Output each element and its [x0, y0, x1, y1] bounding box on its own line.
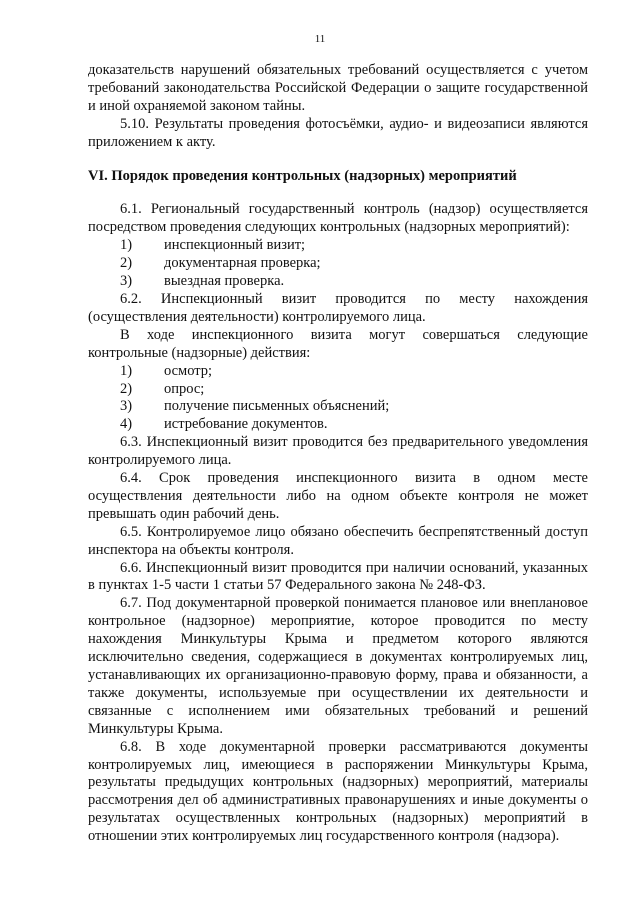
paragraph: 6.2. Инспекционный визит проводится по месту нахождения (осуществления деятельности) контролируемого лица. — [88, 290, 588, 325]
document-body — [88, 62, 588, 846]
list-item-number: 2) — [120, 380, 133, 397]
list-item-text: осмотр; — [164, 362, 213, 379]
paragraph: 6.1. Региональный государственный контроль (надзор) осуществляется посредством проведения следующих контрольных (надзорных мероприятий): — [88, 201, 588, 236]
list-item — [88, 273, 588, 291]
list-item — [88, 398, 588, 416]
list-item-number: 1) — [120, 237, 133, 254]
list-item — [88, 381, 588, 399]
paragraph: 6.6. Инспекционный визит проводится при наличии оснований, указанных в пунктах 1-5 части 1 статьи 57 Федерального закона № 248-ФЗ. — [88, 559, 588, 594]
paragraph: В ходе инспекционного визита могут совершаться следующие контрольные (надзорные) действия: — [88, 326, 588, 361]
list-item-text: получение письменных объяснений; — [164, 398, 390, 415]
list-item-text: инспекционный визит; — [164, 237, 306, 254]
list-item-text: опрос; — [164, 380, 205, 397]
list-item-text: выездная проверка. — [164, 273, 285, 290]
list-item — [88, 237, 588, 255]
list-item-text: документарная проверка; — [164, 255, 321, 272]
list-item-number: 3) — [120, 273, 133, 290]
list-item — [88, 363, 588, 381]
section-heading: VI. Порядок проведения контрольных (надзорных) мероприятий — [88, 167, 517, 184]
list-item-number: 2) — [120, 255, 133, 272]
paragraph: 5.10. Результаты проведения фотосъёмки, аудио- и видеозаписи являются приложением к акту. — [88, 115, 588, 150]
paragraph: 6.4. Срок проведения инспекционного визита в одном месте осуществления деятельности либо на одном объекте контроля не может превышать один рабочий день. — [88, 470, 588, 522]
paragraph: 6.5. Контролируемое лицо обязано обеспечить беспрепятственный доступ инспектора на объекты контроля. — [88, 523, 588, 558]
paragraph: 6.7. Под документарной проверкой понимается плановое или внеплановое контрольное (надзорное) мероприятие, которое проводится по месту нахождения Минкультуры Крыма и предметом которого являются исключительно сведения, содержащиеся в документах контролируемых лиц, устанавливающих их организационно-правовую форму, права и обязанности, а также документы, используемые при осуществлении их деятельности и связанные с исполнением ими обязательных требований и решений Минкультуры Крыма. — [88, 595, 588, 737]
list-item — [88, 416, 588, 434]
list-item-number: 3) — [120, 398, 133, 415]
list-item-number: 1) — [120, 362, 133, 379]
paragraph: 6.8. В ходе документарной проверки рассматриваются документы контролируемых лиц, имеющиеся в распоряжении Минкультуры Крыма, результаты предыдущих контрольных (надзорных) мероприятий, материалы рассмотрения дел об административных правонарушениях и иные документы о результатах осуществленных контрольных (надзорных) мероприятий в отношении этих контролируемых лиц государственного контроля (надзора). — [88, 738, 588, 845]
paragraph: доказательств нарушений обязательных требований осуществляется с учетом требований законодательства Российской Федерации о защите государственной и иной охраняемой законом тайны. — [88, 62, 588, 114]
list-item-text: истребование документов. — [164, 416, 328, 433]
list-item — [88, 255, 588, 273]
list-item-number: 4) — [120, 416, 133, 433]
page-number: 11 — [314, 33, 326, 45]
paragraph: 6.3. Инспекционный визит проводится без предварительного уведомления контролируемого лица. — [88, 434, 588, 469]
